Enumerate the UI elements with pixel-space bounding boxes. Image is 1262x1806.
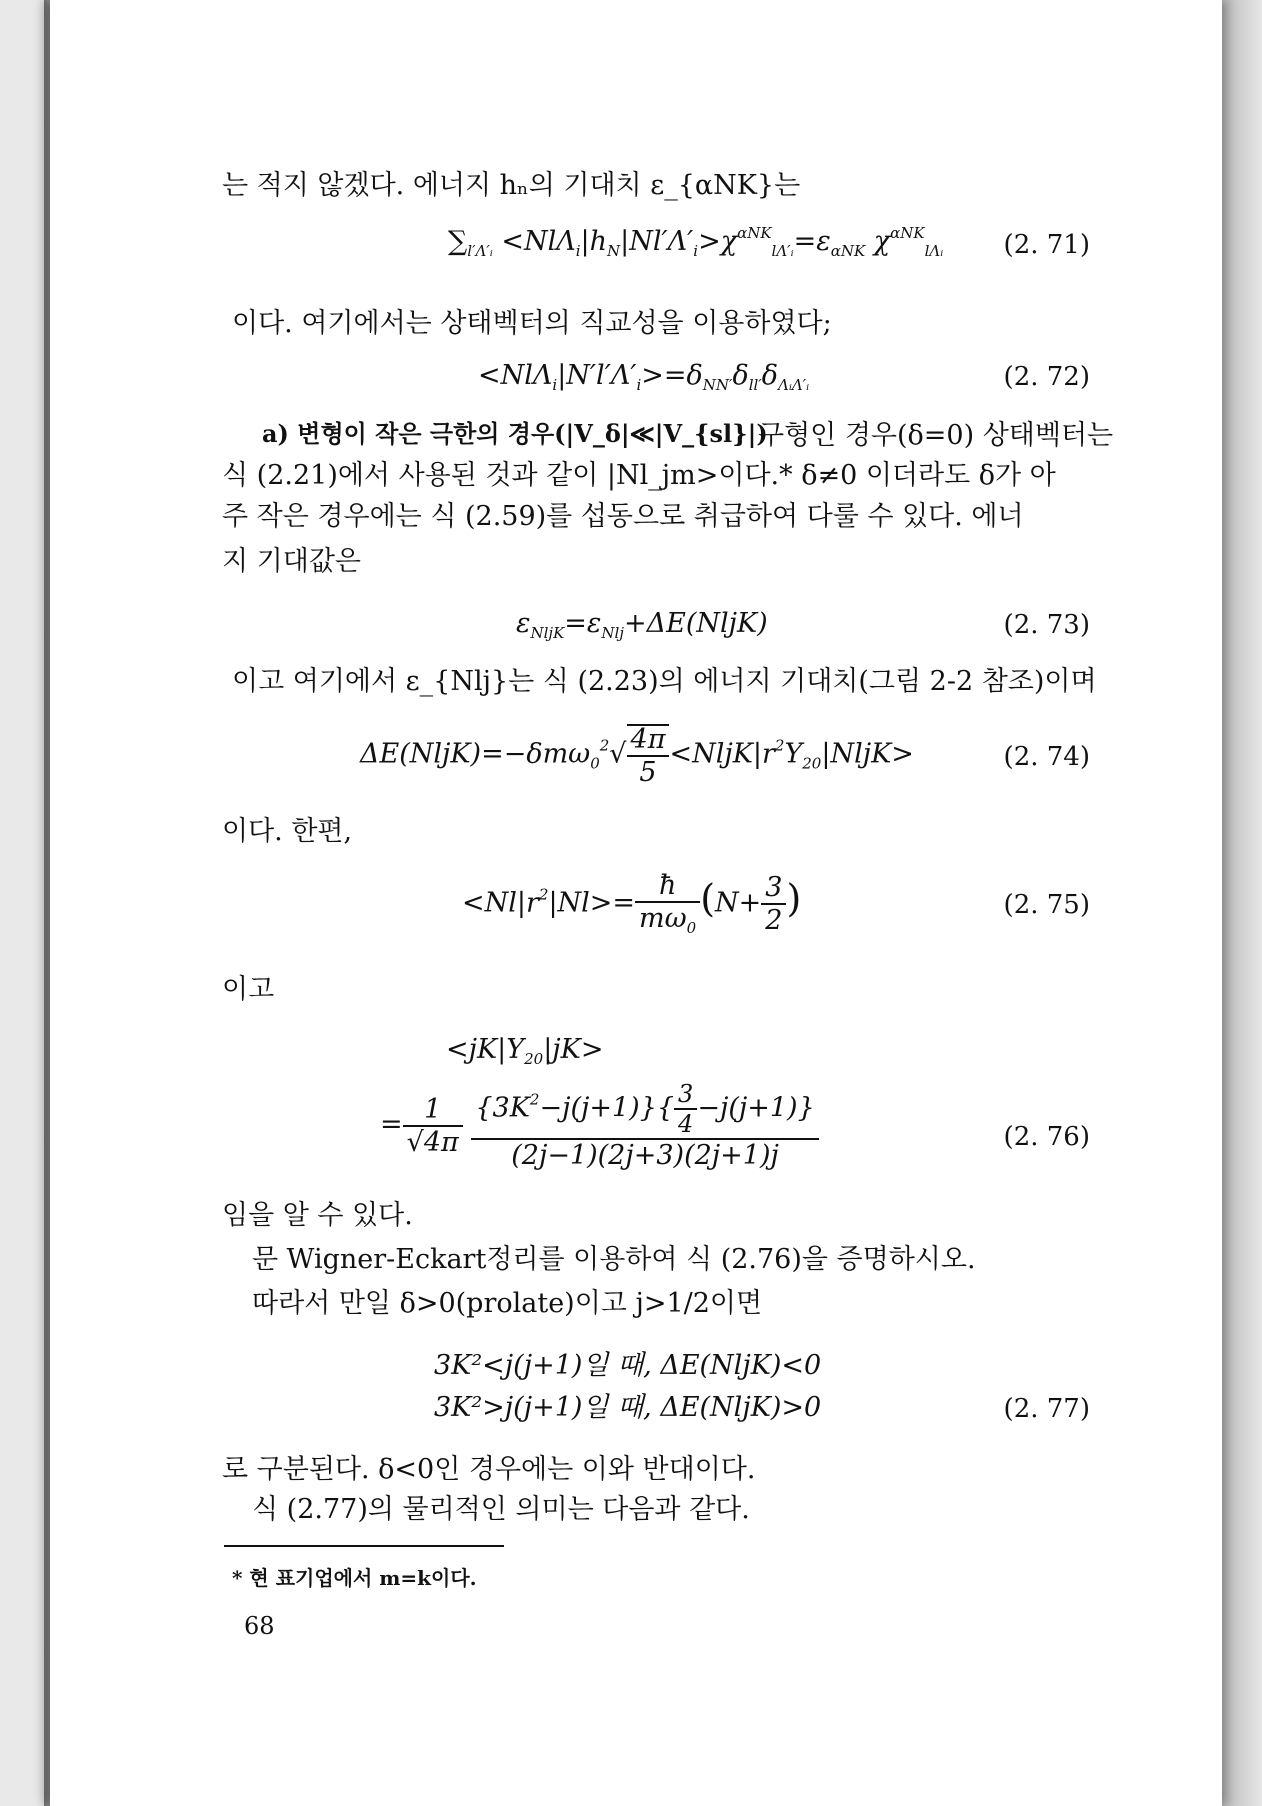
text-line-10: 임을 알 수 있다.: [222, 1200, 413, 1231]
text-line-4: 식 (2.21)에서 사용된 것과 같이 |Nl_jm>이다.* δ≠0 이더라도 δ가 아: [222, 460, 1056, 491]
page-number: 68: [244, 1612, 275, 1640]
equation-2-76-rhs: = $\frac{1}{√4\pi}$ $\{3K^2-j(j+1)\}${ $\frac{3}{4}$ −j(j+1)} (2j−1)(2j+3)(2j+1)j: [380, 1082, 819, 1169]
text-line-7: 이고 여기에서 ε_{Nlj}는 식 (2.23)의 에너지 기대치(그림 2-2 참조)이며: [232, 666, 1097, 697]
equation-number-2-74: (2. 74): [1003, 742, 1090, 772]
equation-2-74: ΔE(NljK)=−δmω$_0^2$√ $\frac{4\pi}{5}$ $<NljK|r^2Y_{20}|NljK>$: [360, 724, 914, 788]
text-line-2: 이다. 여기에서는 상태벡터의 직교성을 이용하였다;: [232, 308, 832, 339]
equation-number-2-72: (2. 72): [1003, 362, 1090, 392]
text-line-14: 식 (2.77)의 물리적인 의미는 다음과 같다.: [252, 1494, 750, 1525]
equation-2-76-lhs: $<jK|Y_{20}|jK>$: [446, 1034, 604, 1068]
text-line-9: 이고: [222, 974, 275, 1005]
text-line-3-rest: 구형인 경우(δ=0) 상태벡터는: [758, 420, 1114, 451]
equation-number-2-76: (2. 76): [1003, 1122, 1090, 1152]
page-edge: [1222, 0, 1262, 1806]
text-line-5: 주 작은 경우에는 식 (2.59)를 섭동으로 취급하여 다룰 수 있다. 에너: [222, 501, 1024, 532]
text-line-6: 지 기대값은: [222, 546, 361, 577]
equation-number-2-73: (2. 73): [1003, 610, 1090, 640]
footnote: * 현 표기업에서 m=k이다.: [232, 1566, 477, 1590]
equation-2-73: $\varepsilon_{NljK}=\varepsilon_{Nlj}+\Delta E(NljK)$: [516, 608, 768, 642]
equation-2-71: $\sum_{l'\Lambda'ᵢ} <Nl\Lambda_i|h_N|Nl'\Lambda'_i>\chi^{\alpha NK}_{l\Lambda'ᵢ}=\varepsilon_{\alpha NK}$ $\chi^{\alpha NK}_{l\Lambda ᵢ}$: [448, 224, 944, 260]
equation-number-2-77: (2. 77): [1003, 1394, 1090, 1424]
equation-number-2-75: (2. 75): [1003, 890, 1090, 920]
text-line-8: 이다. 한편,: [222, 816, 353, 847]
text-line-13: 로 구분된다. δ<0인 경우에는 이와 반대이다.: [222, 1454, 756, 1485]
equation-2-72: $<Nl\Lambda_i|N'l'\Lambda'_i>=\delta_{NN'}\delta_{ll'}\delta_{\Lambda ᵢ\Lambda'ᵢ}$: [478, 360, 810, 394]
equation-2-77-line-2: 3K²>j(j+1)일 때, ΔE(NljK)>0: [434, 1392, 822, 1423]
equation-number-2-71: (2. 71): [1003, 230, 1090, 260]
text-line-11: 문 Wigner-Eckart정리를 이용하여 식 (2.76)을 증명하시오.: [252, 1244, 976, 1275]
text-line-1: 는 적지 않겠다. 에너지 hₙ의 기대치 ε_{αNK}는: [222, 170, 801, 201]
text-line-3-heading: a) 변형이 작은 극한의 경우(|V_δ|≪|V_{sl}|): [262, 419, 768, 448]
equation-2-77-line-1: 3K²<j(j+1)일 때, ΔE(NljK)<0: [434, 1350, 822, 1381]
footnote-rule: [224, 1545, 504, 1547]
text-line-12: 따라서 만일 δ>0(prolate)이고 j>1/2이면: [252, 1288, 763, 1319]
equation-2-75: $<Nl|r^2|Nl>=$ $\frac{ħ}{m\omega_0}$ (N+ $\frac{3}{2}$ ): [462, 870, 802, 937]
